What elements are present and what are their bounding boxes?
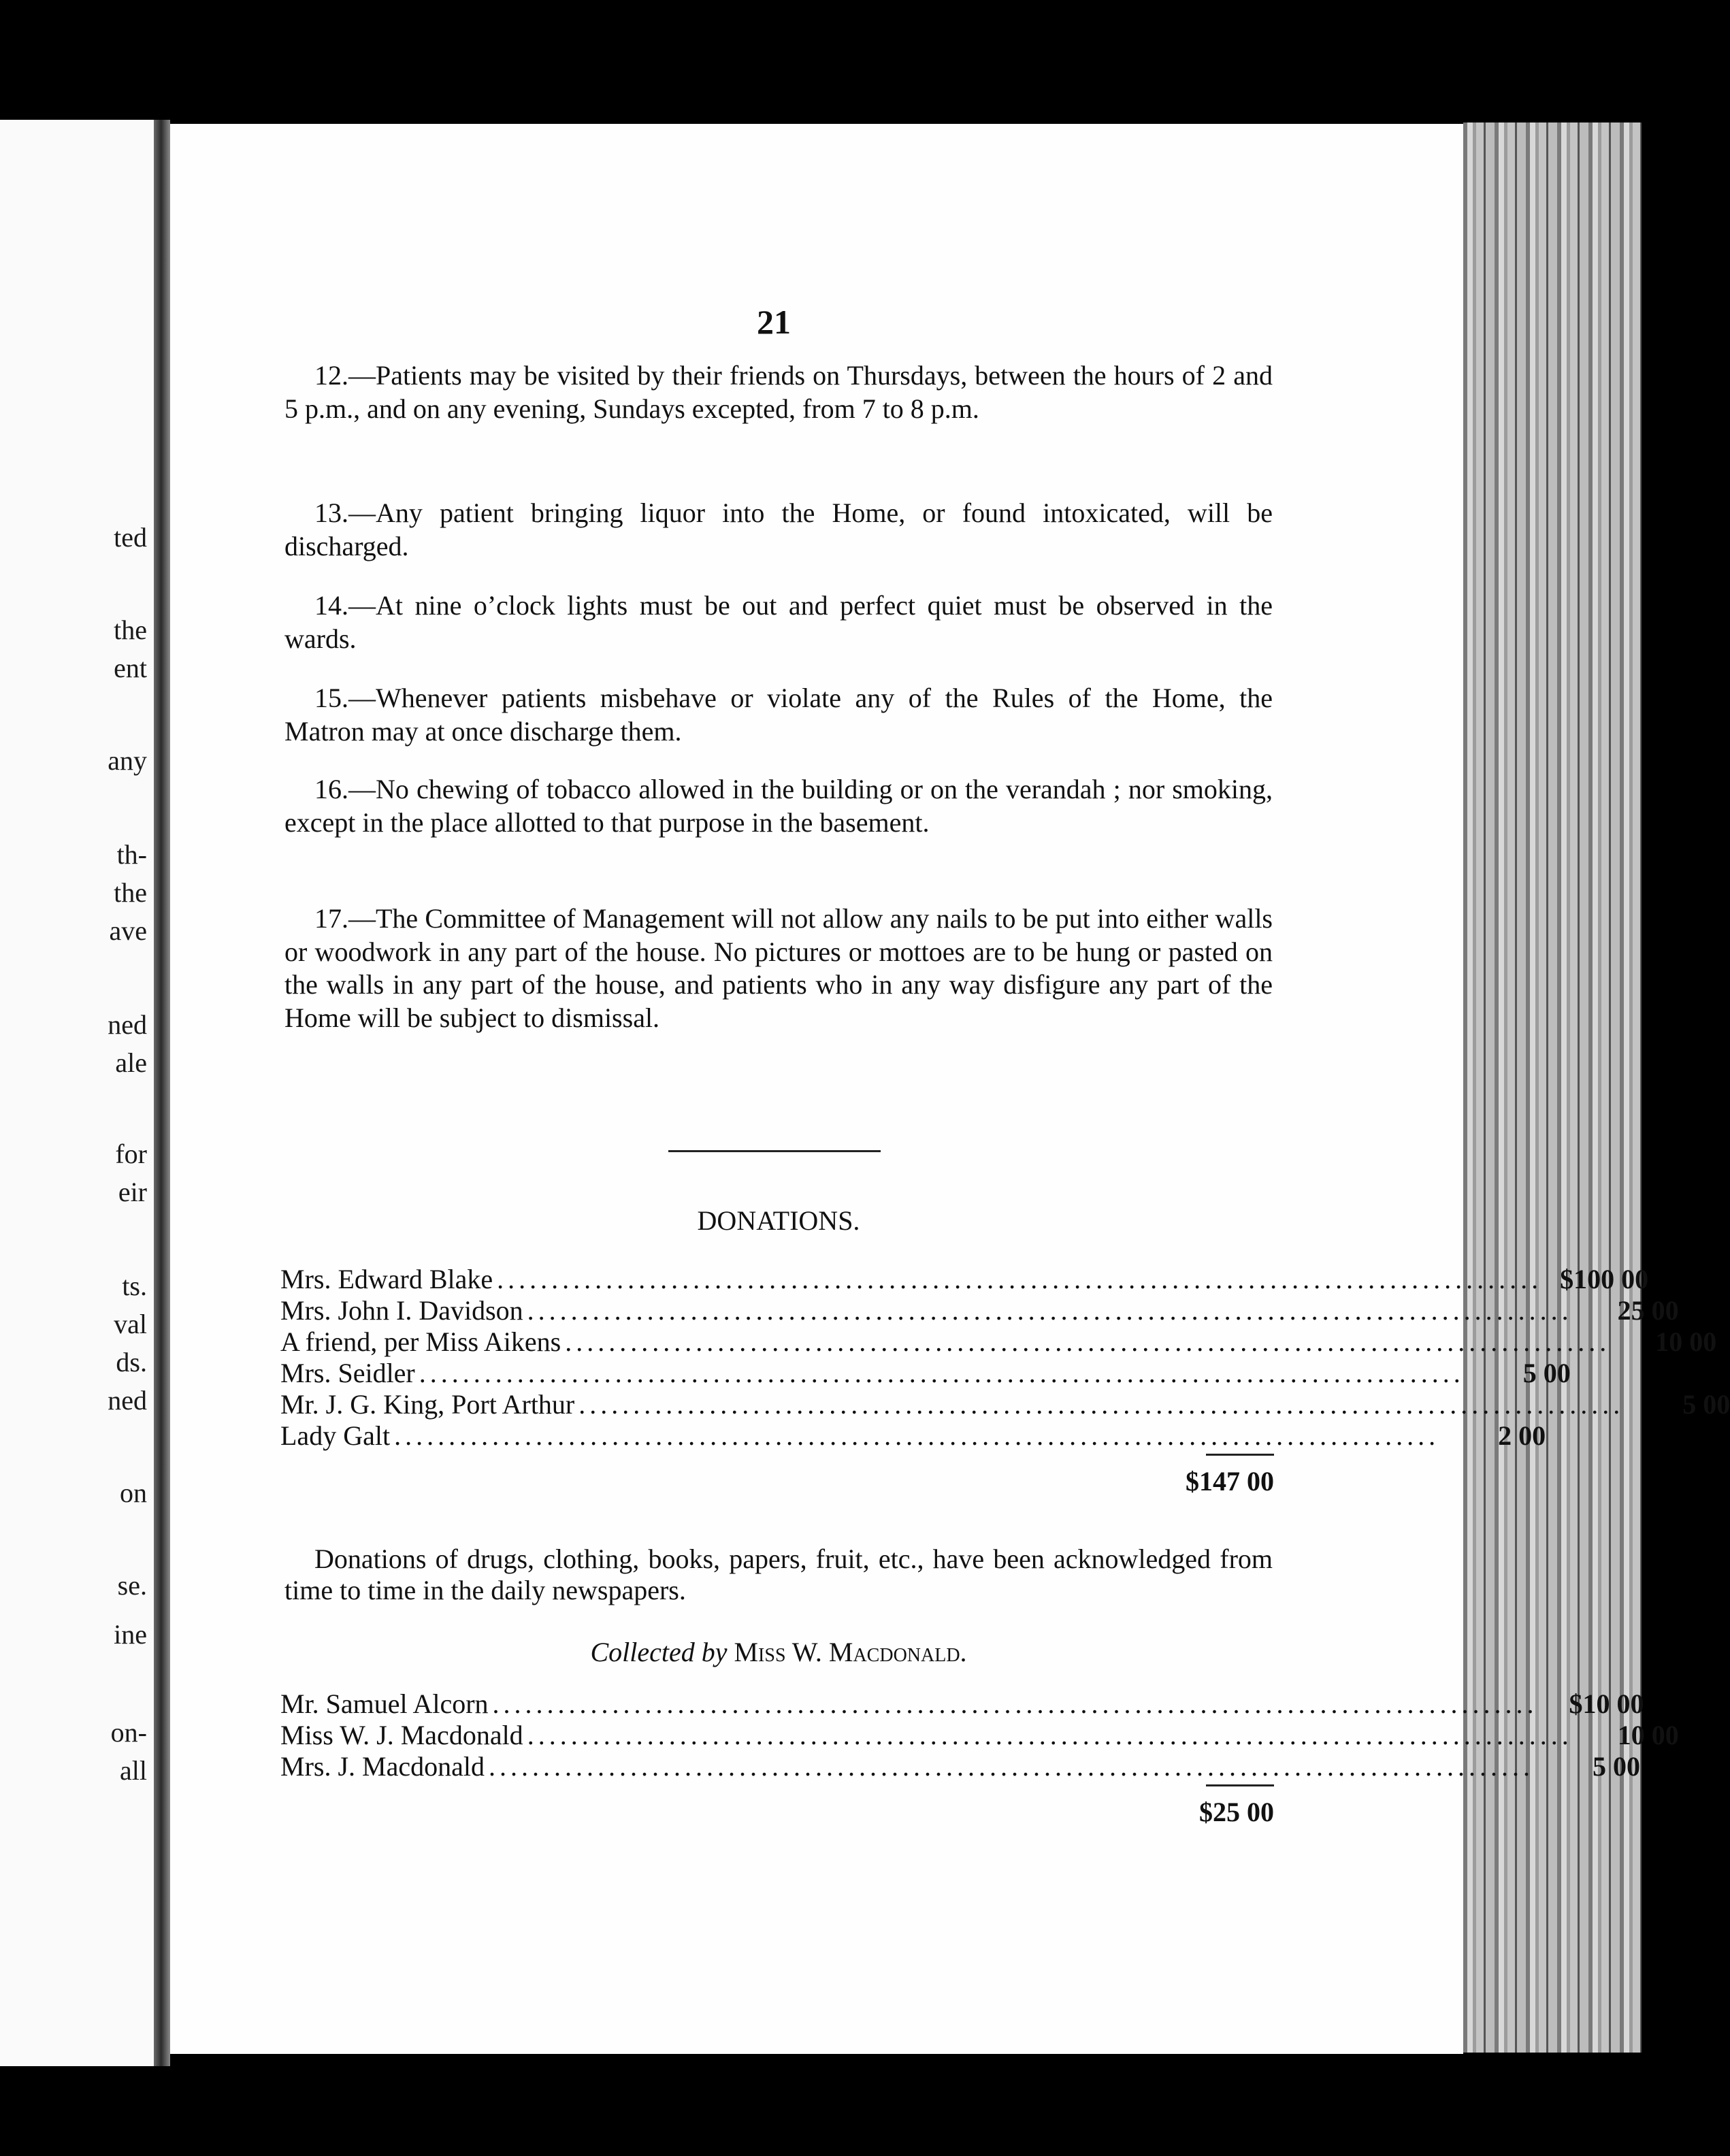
total-rule (1206, 1784, 1274, 1786)
donor-name: Miss W. J. Macdonald (280, 1720, 523, 1750)
facing-page-fragment: ted (114, 522, 147, 553)
facing-page-fragment: ave (109, 915, 147, 946)
donation-row (280, 1263, 1649, 1294)
donor-name: Mrs. J. Macdonald (280, 1751, 485, 1782)
rule-15: 15.—Whenever patients misbehave or violate any of the Rules of the Home, the Matron may at once discharge them. (284, 683, 1273, 747)
facing-page-fragment: th- (116, 839, 147, 870)
collected-row (280, 1750, 1640, 1782)
donation-amount: 5 00 (1682, 1389, 1730, 1420)
donations-heading: DONATIONS. (697, 1205, 860, 1236)
donor-name: Mrs. John I. Davidson (280, 1295, 523, 1326)
donation-amount: 5 00 (1592, 1751, 1640, 1782)
facing-page-fragment: ent (114, 653, 147, 683)
collected-total: $25 00 (1199, 1797, 1274, 1827)
leader-dots: ................................................................................................ (527, 1295, 1573, 1326)
section-divider (668, 1150, 881, 1152)
facing-page-fragment: ts. (122, 1271, 147, 1301)
donation-amount: $100 00 (1560, 1264, 1649, 1294)
leader-dots: ................................................................................................ (497, 1264, 1543, 1294)
book-gutter (154, 120, 170, 2066)
collected-heading (284, 1636, 1273, 1668)
donation-amount: 2 00 (1498, 1420, 1546, 1451)
facing-page-fragment: ned (108, 1385, 147, 1416)
facing-page-fragment: any (108, 745, 147, 776)
leader-dots: ................................................................................................ (565, 1326, 1611, 1357)
facing-page-fragment: all (120, 1755, 147, 1786)
rule-16: 16.—No chewing of tobacco allowed in the building or on the verandah ; nor smoking, except in the place allotted to that purpose in the basement. (284, 774, 1273, 838)
leader-dots: ................................................................................................ (488, 1751, 1534, 1782)
donation-row (280, 1388, 1730, 1420)
donor-name: Mr. Samuel Alcorn (280, 1688, 489, 1719)
facing-page-fragment: se. (117, 1570, 147, 1601)
donation-row (280, 1294, 1679, 1326)
facing-page (0, 120, 154, 2066)
facing-page-fragment: val (114, 1309, 147, 1339)
leader-dots: ................................................................................................ (492, 1688, 1538, 1719)
facing-page-fragment: ds. (116, 1347, 147, 1377)
collected-row (280, 1688, 1644, 1719)
donor-name: Lady Galt (280, 1420, 391, 1451)
donations-total: $147 00 (1186, 1466, 1274, 1497)
rule-17: 17.—The Committee of Management will not allow any nails to be put into either walls or woodwork in any part of the house. No pictures or mottoes are to be hung or pasted on the walls in any part of the house, and patients who in any way disfigure any part of the Home will be subject to dismissal. (284, 903, 1273, 1033)
donation-amount: 25 00 (1617, 1295, 1679, 1326)
facing-page-fragment: ned (108, 1009, 147, 1040)
facing-page-fragment: the (114, 615, 147, 645)
facing-page-fragment: ine (114, 1619, 147, 1650)
rule-13: 13.—Any patient bringing liquor into the Home, or found intoxicated, will be discharged. (284, 497, 1273, 561)
collector-name: Miss W. Macdonald. (734, 1637, 967, 1667)
total-rule (1206, 1454, 1274, 1456)
donation-amount: 10 00 (1617, 1720, 1679, 1750)
rule-14: 14.—At nine o’clock lights must be out and perfect quiet must be observed in the wards. (284, 590, 1273, 654)
leader-dots: ................................................................................................ (394, 1420, 1440, 1451)
donation-amount: $10 00 (1569, 1688, 1644, 1719)
donation-row (280, 1326, 1717, 1357)
facing-page-fragment: on (120, 1477, 147, 1508)
leader-dots: ................................................................................................ (419, 1358, 1465, 1388)
page-number: 21 (757, 303, 791, 341)
collected-row (280, 1719, 1679, 1750)
facing-page-fragment: on- (110, 1717, 147, 1748)
collected-prefix: Collected by (590, 1637, 728, 1667)
donation-amount: 5 00 (1522, 1358, 1571, 1388)
donor-name: A friend, per Miss Aikens (280, 1326, 561, 1357)
donor-name: Mrs. Edward Blake (280, 1264, 493, 1294)
facing-page-fragment: the (114, 877, 147, 908)
facing-page-fragment: ale (115, 1047, 147, 1078)
rule-12: 12.—Patients may be visited by their friends on Thursdays, between the hours of 2 and 5 p.m., and on any evening, Sundays excepted, from 7 to 8 p.m. (284, 360, 1273, 424)
donor-name: Mrs. Seidler (280, 1358, 415, 1388)
donations-note: Donations of drugs, clothing, books, papers, fruit, etc., have been acknowledged from time to time in the daily newspapers. (284, 1544, 1273, 1605)
facing-page-fragment: eir (118, 1177, 147, 1207)
donor-name: Mr. J. G. King, Port Arthur (280, 1389, 575, 1420)
donation-row (280, 1420, 1546, 1451)
facing-page-fragment: for (115, 1139, 147, 1169)
collected-list (280, 1688, 1679, 1828)
leader-dots: ................................................................................................ (578, 1389, 1625, 1420)
donation-row (280, 1357, 1571, 1388)
donation-amount: 10 00 (1655, 1326, 1717, 1357)
donations-list (280, 1263, 1730, 1497)
leader-dots: ................................................................................................ (527, 1720, 1573, 1750)
